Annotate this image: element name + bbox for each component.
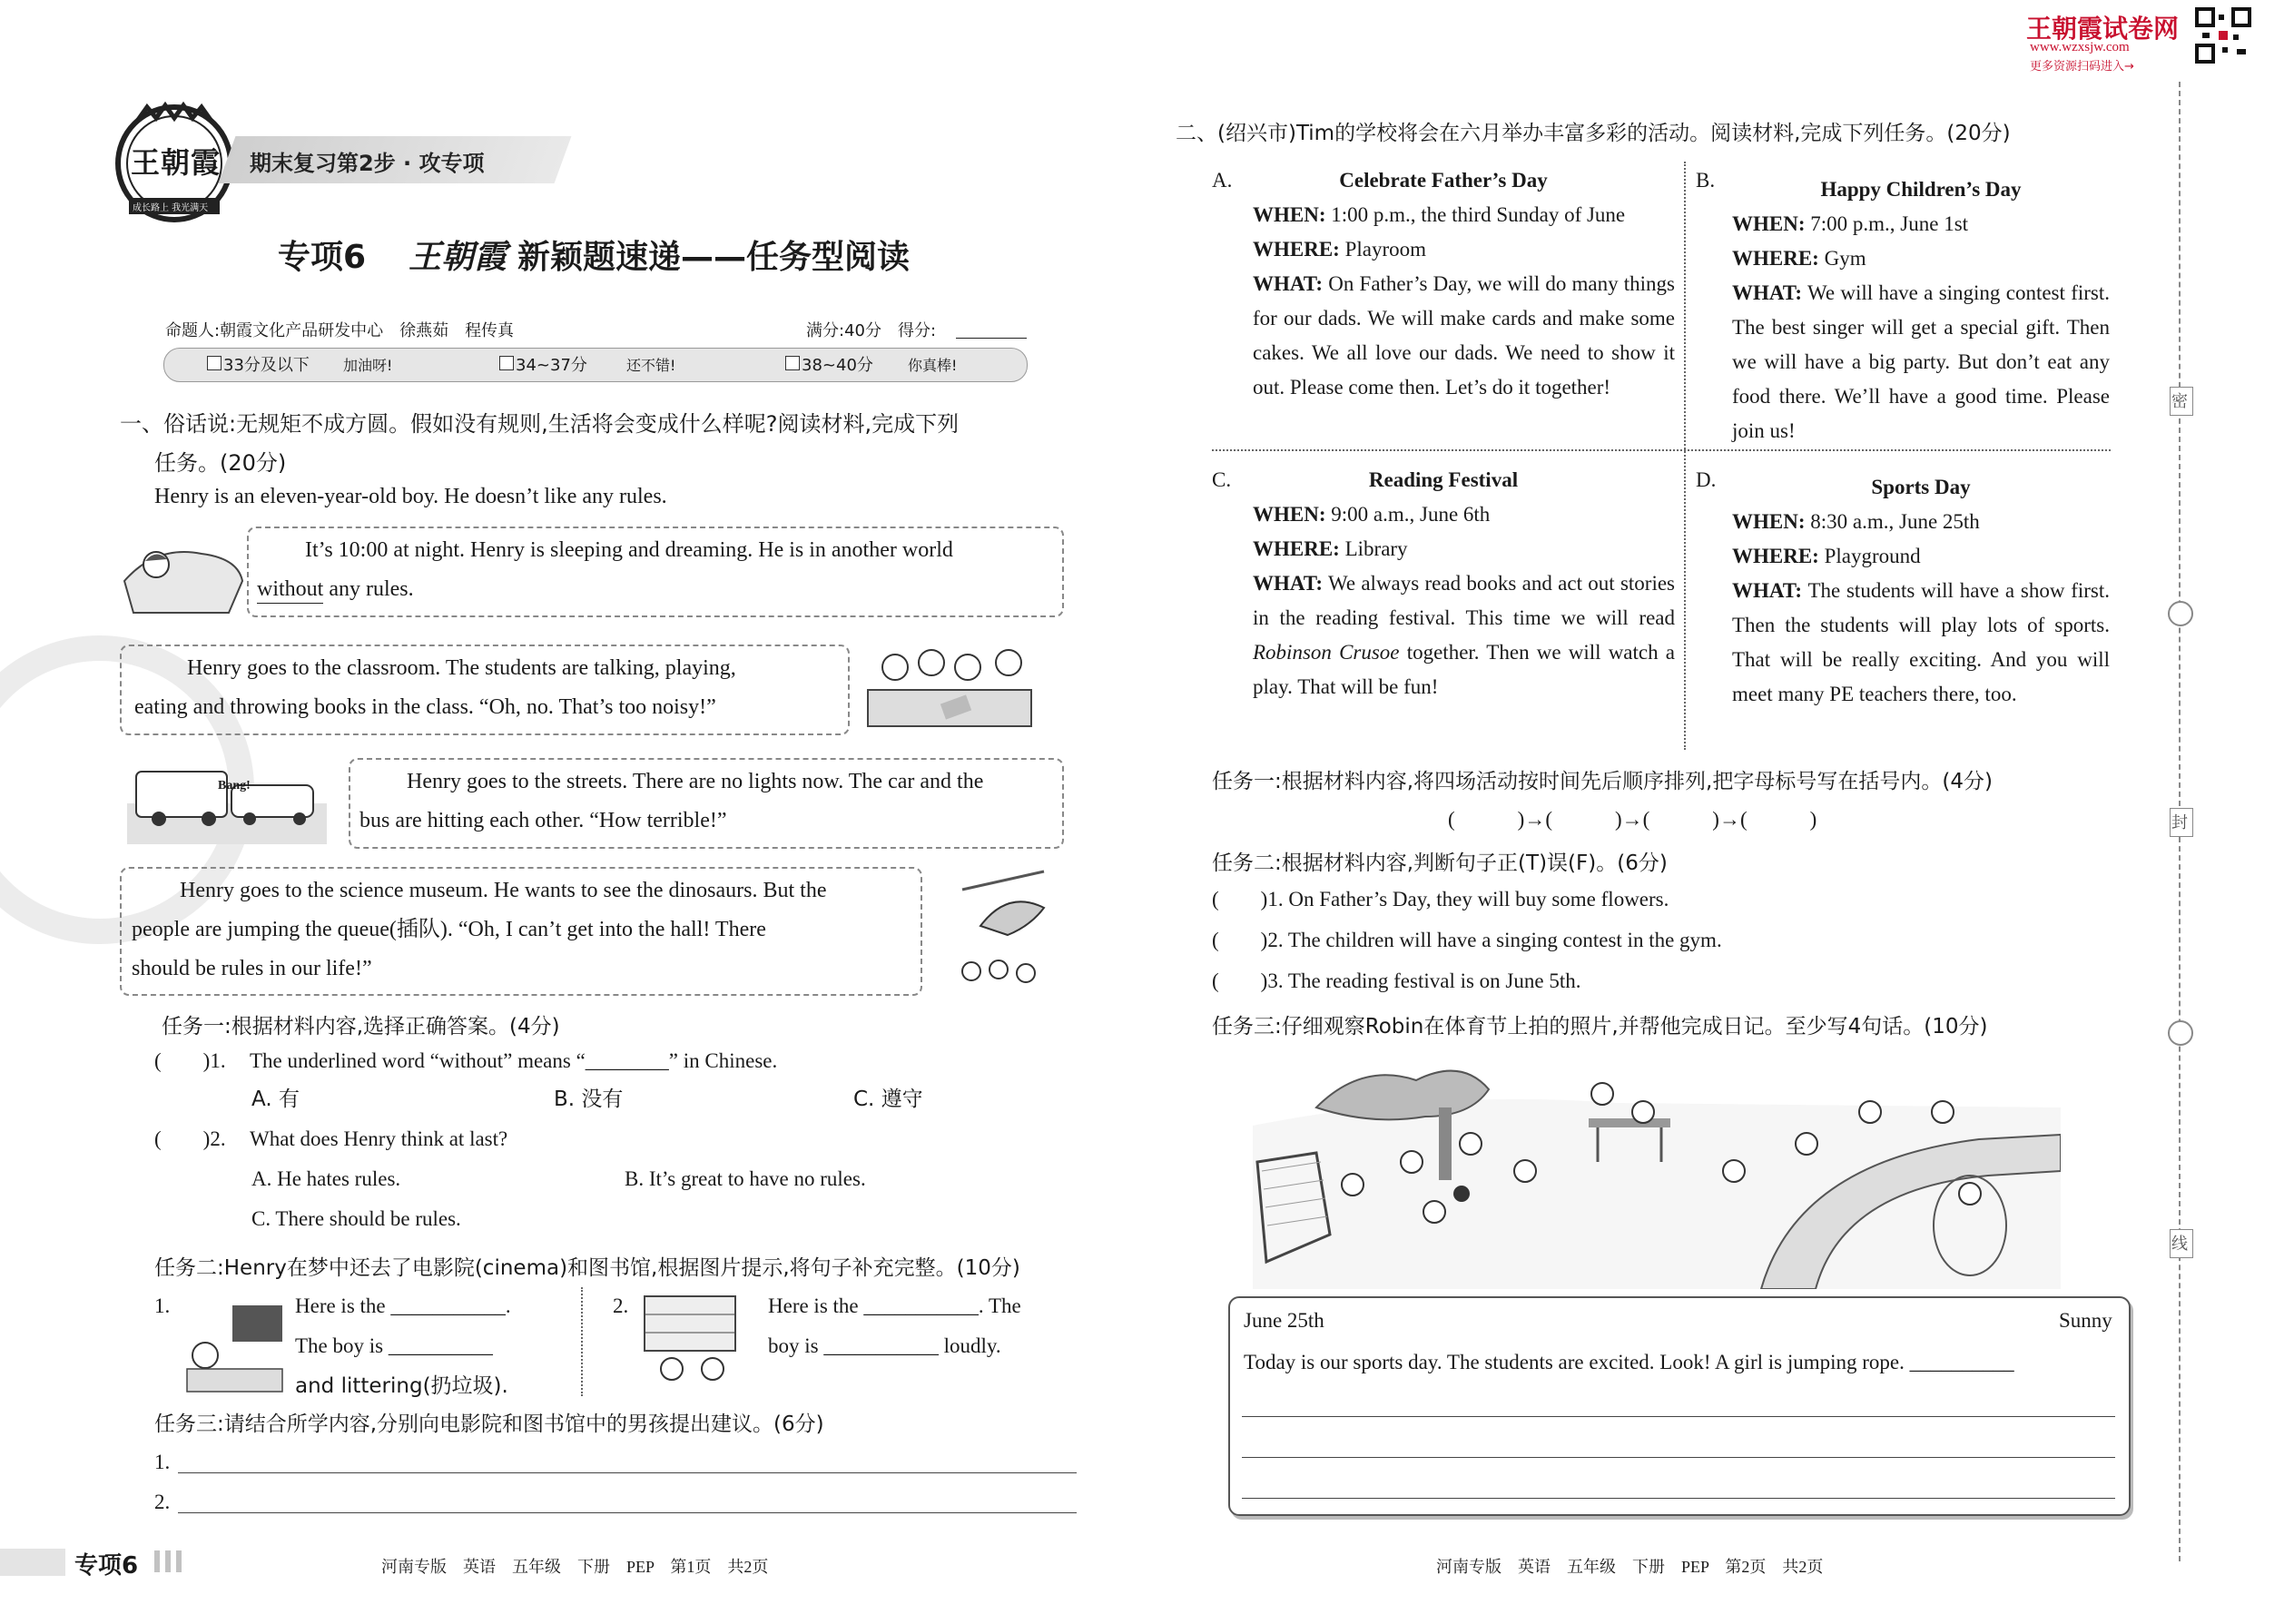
cinema-illustration bbox=[178, 1296, 287, 1396]
where-label: WHERE: bbox=[1732, 545, 1819, 567]
tf-item-1-number[interactable]: ( )1. bbox=[1212, 888, 1284, 910]
binding-hole-1-icon bbox=[2168, 601, 2193, 626]
page-title: 新颖题速递——任务型阅读 bbox=[517, 239, 911, 276]
part1-task3-title: 任务三:请结合所学内容,分别向电影院和图书馆中的男孩提出建议。(6分) bbox=[154, 1412, 824, 1436]
what-value: The students will have a show first. Then the students will play lots of sports. That will be really exciting. And you will meet many PE teachers there, too. bbox=[1732, 579, 2110, 705]
tf-item-3-number[interactable]: ( )3. bbox=[1212, 969, 1284, 992]
activity-a-title: Celebrate Father’s Day bbox=[1339, 169, 1548, 192]
activity-b-title: Happy Children’s Day bbox=[1820, 178, 2022, 201]
score-blank bbox=[956, 338, 1027, 339]
q2-option-b[interactable]: B. It’s great to have no rules. bbox=[625, 1167, 866, 1190]
part1-intro: Henry is an eleven-year-old boy. He doesn’t like any rules. bbox=[154, 485, 667, 508]
where-label: WHERE: bbox=[1732, 247, 1819, 270]
activity-b-what bbox=[1732, 276, 2110, 448]
when-label: WHEN: bbox=[1732, 212, 1806, 235]
when-value: 9:00 a.m., June 6th bbox=[1325, 503, 1491, 526]
diary-line-2[interactable] bbox=[1242, 1457, 2115, 1458]
part2-task2-title: 任务二:根据材料内容,判断句子正(T)误(F)。(6分) bbox=[1212, 851, 1668, 875]
classroom-illustration bbox=[859, 635, 1040, 735]
where-value: Gym bbox=[1818, 247, 1866, 270]
activity-a-where bbox=[1253, 232, 1675, 267]
task3-answer-1-number: 1. bbox=[154, 1451, 171, 1473]
footer-left-tab: 专项6 bbox=[74, 1552, 139, 1580]
underlined-word-without: without bbox=[257, 576, 323, 604]
qr-code-icon[interactable] bbox=[2195, 7, 2251, 64]
binding-hole-2-icon bbox=[2168, 1020, 2193, 1046]
what-label: WHAT: bbox=[1732, 579, 1803, 602]
story-4-line-3: should be rules in our life!” bbox=[132, 957, 372, 980]
dinosaur-museum-illustration bbox=[944, 862, 1062, 999]
where-value: Playground bbox=[1818, 545, 1921, 567]
site-name: 王朝霞试卷网 bbox=[2026, 14, 2180, 44]
q1-text: The underlined word “without” means “________” in Chinese. bbox=[250, 1049, 778, 1072]
score-label: 满分:40分 得分: bbox=[806, 321, 937, 340]
story-4-line-1: Henry goes to the science museum. He wants to see the dinosaurs. But the bbox=[180, 879, 827, 902]
when-label: WHEN: bbox=[1732, 510, 1806, 533]
q2-number: ( )2. bbox=[154, 1127, 226, 1150]
activity-c-where bbox=[1253, 532, 1675, 566]
task3-answer-2-number: 2. bbox=[154, 1491, 171, 1513]
story-4-line-2: people are jumping the queue(插队). “Oh, I can’t get into the hall! There bbox=[132, 918, 766, 941]
activity-d-where bbox=[1732, 539, 2110, 574]
part1-task1-title: 任务一:根据材料内容,选择正确答案。(4分) bbox=[162, 1015, 560, 1038]
binding-mark-2-text: 封 bbox=[2171, 813, 2188, 832]
q1-option-c[interactable]: C. 遵守 bbox=[853, 1088, 923, 1111]
activity-d-what bbox=[1732, 574, 2110, 712]
activity-d-letter: D. bbox=[1696, 468, 1717, 491]
q2-text: What does Henry think at last? bbox=[250, 1127, 508, 1150]
activity-a-letter: A. bbox=[1212, 169, 1233, 192]
task3-answer-1-line[interactable] bbox=[178, 1472, 1077, 1473]
task2-item-1-number: 1. bbox=[154, 1294, 171, 1317]
q2-option-a[interactable]: A. He hates rules. bbox=[251, 1167, 401, 1190]
activity-a-what bbox=[1253, 267, 1675, 405]
tf-item-3 bbox=[1212, 968, 1580, 995]
grade-3-label: 38~40分 bbox=[802, 356, 873, 375]
story-3-line-2: bus are hitting each other. “How terrible!” bbox=[359, 809, 727, 832]
q1-option-b[interactable]: B. 没有 bbox=[554, 1088, 624, 1111]
diary-text[interactable]: Today is our sports day. The students are excited. Look! A girl is jumping rope. __________ bbox=[1244, 1351, 2014, 1373]
part2-heading: 二、(绍兴市)Tim的学校将会在六月举办丰富多彩的活动。阅读材料,完成下列任务。(20分) bbox=[1176, 122, 2011, 145]
tf-item-3-text: The reading festival is on June 5th. bbox=[1283, 969, 1581, 992]
bang-label: Bang! bbox=[218, 779, 251, 792]
grade-checkbox-2[interactable] bbox=[499, 356, 514, 370]
sleeping-boy-illustration bbox=[120, 527, 247, 615]
story-1-line-2-rest: any rules. bbox=[323, 577, 414, 601]
grade-1-label: 33分及以下 bbox=[223, 356, 310, 375]
activity-c-when bbox=[1253, 497, 1675, 532]
story-1-line-1: It’s 10:00 at night. Henry is sleeping and dreaming. He is in another world bbox=[305, 538, 953, 562]
task2-item-2-line-b: boy is ___________ loudly. bbox=[768, 1334, 1001, 1357]
footer-left-dots bbox=[154, 1550, 182, 1572]
grade-2-label: 34~37分 bbox=[516, 356, 587, 375]
part1-heading-line1: 一、俗话说:无规矩不成方圆。假如没有规则,生活将会变成什么样呢?阅读材料,完成下列 bbox=[120, 411, 960, 437]
authors: 命题人:朝霞文化产品研发中心 徐燕茹 程传真 bbox=[165, 321, 515, 340]
activity-b-when bbox=[1732, 207, 2110, 241]
what-value-pre: We always read books and act out stories in the reading festival. This time we will read bbox=[1253, 572, 1675, 629]
footer-left-bar bbox=[0, 1549, 65, 1576]
grade-1-note: 加油呀! bbox=[343, 357, 393, 374]
diary-box bbox=[1228, 1296, 2131, 1516]
brand-logo bbox=[111, 100, 238, 227]
footer-left-info: 河南专版 英语 五年级 下册 PEP 第1页 共2页 bbox=[381, 1558, 769, 1576]
binding-mark-3-text: 线 bbox=[2171, 1235, 2188, 1254]
story-2-line-2: eating and throwing books in the class. “Oh, no. That’s too noisy!” bbox=[134, 695, 716, 719]
tf-item-2-number[interactable]: ( )2. bbox=[1212, 929, 1284, 951]
q2-option-c[interactable]: C. There should be rules. bbox=[251, 1207, 461, 1230]
what-label: WHAT: bbox=[1732, 281, 1803, 304]
tf-item-1-text: On Father’s Day, they will buy some flowers. bbox=[1283, 888, 1669, 910]
story-2-line-1: Henry goes to the classroom. The students are talking, playing, bbox=[187, 656, 736, 680]
where-label: WHERE: bbox=[1253, 238, 1340, 261]
task2-item-1-line-b: The boy is __________ bbox=[295, 1334, 493, 1357]
part1-task2-title: 任务二:Henry在梦中还去了电影院(cinema)和图书馆,根据图片提示,将句子补充完整。(10分) bbox=[154, 1256, 1020, 1280]
activity-c-title: Reading Festival bbox=[1368, 468, 1519, 491]
site-url: www.wzxsjw.com bbox=[2030, 40, 2130, 54]
where-value: Playroom bbox=[1339, 238, 1427, 261]
library-illustration bbox=[635, 1287, 744, 1396]
story-3-line-1: Henry goes to the streets. There are no lights now. The car and the bbox=[407, 770, 984, 793]
part2-task1-blanks[interactable]: ( )→( )→( )→( ) bbox=[1448, 808, 1817, 831]
brand-logo-sub: 成长路上 我光满天 bbox=[133, 203, 209, 213]
activity-c-what bbox=[1253, 566, 1675, 704]
diary-line-3[interactable] bbox=[1242, 1498, 2115, 1499]
activity-d-title: Sports Day bbox=[1871, 476, 1971, 498]
what-value: We will have a singing contest first. The best singer will get a special gift. Then we will have a big party. But don’t eat any food there. We’ll have a good time. Please join us! bbox=[1732, 281, 2110, 442]
q1-option-a[interactable]: A. 有 bbox=[251, 1088, 300, 1111]
what-label: WHAT: bbox=[1253, 572, 1324, 595]
where-value: Library bbox=[1339, 537, 1408, 560]
brand-logo-text: 王朝霞 bbox=[131, 145, 222, 180]
activity-b-where bbox=[1732, 241, 2110, 276]
activity-divider-vertical bbox=[1684, 162, 1686, 750]
task2-item-1-line-a: Here is the ___________. bbox=[295, 1294, 511, 1317]
part1-heading-line2: 任务。(20分) bbox=[154, 450, 287, 476]
activity-b-letter: B. bbox=[1696, 169, 1716, 192]
story-1-line-2 bbox=[257, 570, 1047, 609]
activity-divider-horizontal bbox=[1212, 449, 2111, 451]
page-title-prefix: 专项6 bbox=[278, 239, 367, 276]
when-value: 7:00 p.m., June 1st bbox=[1805, 212, 1969, 235]
what-value: On Father’s Day, we will do many things for our dads. We will make cards and make some cakes. We all love our dads. We need to show it out. Please come then. Let’s do it together! bbox=[1253, 272, 1675, 399]
activity-a-when bbox=[1253, 198, 1675, 232]
when-label: WHEN: bbox=[1253, 503, 1326, 526]
q1-number: ( )1. bbox=[154, 1049, 226, 1072]
binding-mark-1-text: 密 bbox=[2171, 392, 2188, 411]
when-label: WHEN: bbox=[1253, 203, 1326, 226]
step-banner-text: 期末复习第2步 · 攻专项 bbox=[250, 151, 485, 176]
grade-checkbox-3[interactable] bbox=[785, 356, 800, 370]
when-value: 8:30 a.m., June 25th bbox=[1805, 510, 1980, 533]
activity-d-when bbox=[1732, 505, 2110, 539]
book-title: Robinson Crusoe bbox=[1253, 641, 1400, 664]
diary-date: June 25th bbox=[1244, 1309, 1324, 1332]
tf-item-2-text: The children will have a singing contest in the gym. bbox=[1283, 929, 1722, 951]
tf-item-1 bbox=[1212, 886, 1669, 913]
part2-task3-title: 任务三:仔细观察Robin在体育节上拍的照片,并帮他完成日记。至少写4句话。(10分) bbox=[1212, 1015, 1988, 1038]
diary-weather: Sunny bbox=[2059, 1309, 2112, 1332]
part2-task1-title: 任务一:根据材料内容,将四场活动按时间先后顺序排列,把字母标号写在括号内。(4分) bbox=[1212, 770, 1993, 793]
page-title-brand: 王朝霞 bbox=[409, 238, 507, 276]
footer-right-info: 河南专版 英语 五年级 下册 PEP 第2页 共2页 bbox=[1436, 1558, 1824, 1576]
activity-c-letter: C. bbox=[1212, 468, 1232, 491]
what-label: WHAT: bbox=[1253, 272, 1324, 295]
task2-item-2-line-a: Here is the ___________. The bbox=[768, 1294, 1021, 1317]
task2-item-1-line-c: and littering(扔垃圾). bbox=[295, 1374, 508, 1398]
grade-2-note: 还不错! bbox=[626, 357, 676, 374]
diary-line-1[interactable] bbox=[1242, 1416, 2115, 1417]
where-label: WHERE: bbox=[1253, 537, 1340, 560]
tf-item-2 bbox=[1212, 927, 1722, 954]
task2-divider bbox=[581, 1287, 583, 1396]
task2-item-2-number: 2. bbox=[613, 1294, 629, 1317]
grade-checkbox-1[interactable] bbox=[207, 356, 222, 370]
what-value-post: together. Then we will watch a play. That will be fun! bbox=[1253, 641, 1676, 698]
grade-3-note: 你真棒! bbox=[908, 357, 958, 374]
when-value: 1:00 p.m., the third Sunday of June bbox=[1325, 203, 1626, 226]
street-crash-illustration bbox=[127, 753, 327, 844]
site-note: 更多资源扫码进入→ bbox=[2030, 60, 2134, 74]
task3-answer-2-line[interactable] bbox=[178, 1512, 1077, 1513]
sports-day-illustration bbox=[1253, 1053, 2061, 1289]
